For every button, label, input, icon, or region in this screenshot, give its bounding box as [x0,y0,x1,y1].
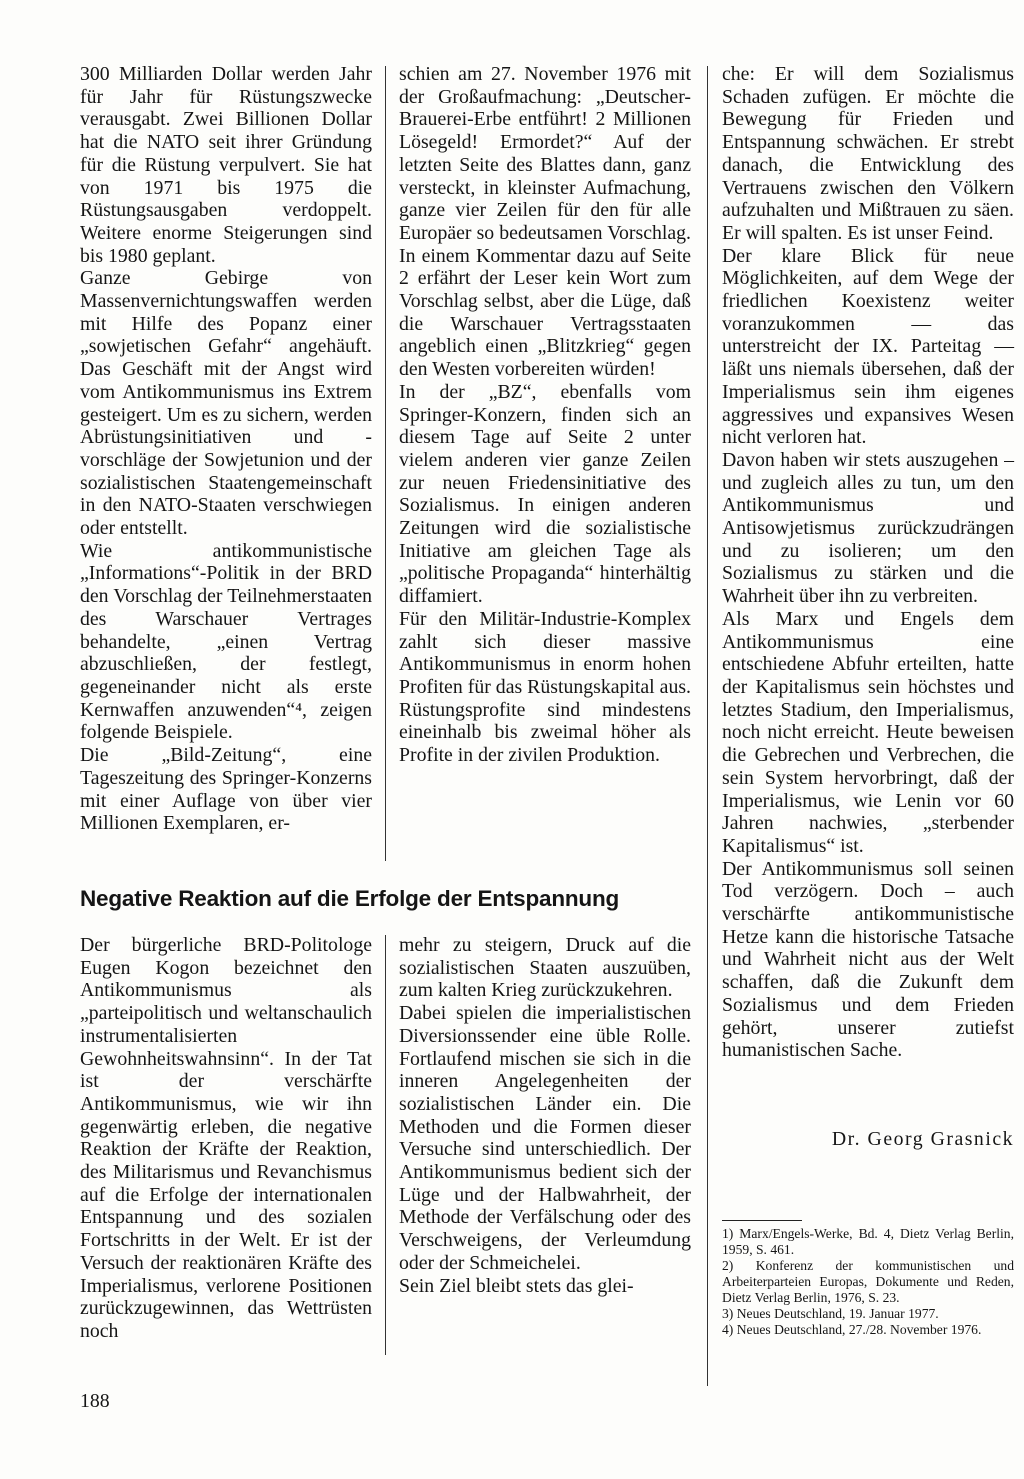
article-column-1-lower [80,934,372,1343]
footnote: 4) Neues Deutschland, 27./28. November 1976. [722,1322,982,1337]
column-divider [385,935,386,1355]
paragraph: mehr zu steigern, Druck auf die sozialistischen Staaten auszuüben, zum kalten Krieg zurückzukehren. [399,934,691,1002]
footnote: 2) Konferenz der kommunistischen und Arbeiterparteien Europas, Dokumente und Reden, Dietz Verlag Berlin, 1976, S. 23. [722,1258,1014,1305]
article-column-2-lower [399,934,691,1297]
paragraph: Sein Ziel bleibt stets das glei- [399,1274,634,1297]
paragraph: Der bürgerliche BRD-Politologe Eugen Kogon bezeichnet den Antikommunismus als „parteipolitisch und weltanschaulich instrumentalisierten Gewohnheitswahnsinn“. In der Tat ist der verschärfte Antikommunismus, wie wir ihn gegenwärtig erleben, die negative Reaktion der Kräfte der Reaktion, des Militarismus und Revanchismus auf die Erfolge der internationalen Entspannung und des sozialen Fortschritts in der Welt. Er ist der Versuch der reaktionären Kräfte des Imperialismus, verlorene Positionen zurückzugewinnen, das Wettrüsten noch [80,934,372,1342]
section-heading: Negative Reaktion auf die Erfolge der Entspannung [80,886,620,911]
paragraph: Der Antikommunismus soll seinen Tod verzögern. Doch – auch verschärfte antikommunistische Hetze kann die historische Tatsache und Wahrheit nicht aus der Welt schaffen, daß die Zukunft dem Sozialismus und dem Frieden gehört, unserer zutiefst humanistischen Sache. [722,857,1014,1062]
paragraph: Der klare Blick für neue Möglichkeiten, auf dem Wege der friedlichen Koexistenz weiter voranzukommen — das unterstreicht der IX. Parteitag — läßt uns niemals übersehen, daß der Imperialismus sein ihm eigenes aggressives und expansives Wesen nicht verloren hat. [722,244,1014,449]
paragraph: Dabei spielen die imperialistischen Diversionssender eine üble Rolle. Fortlaufend mischen sie sich in die inneren Angelegenheiten der sozialistischen Länder ein. Die Methoden und die Formen dieser Versuche sind unterschiedlich. Der Antikommunismus bedient sich der Lüge und der Halbwahrheit, der Methode der Verfälschung oder des Verschweigens, der Verleumdung oder der Schmeichelei. [399,1002,691,1274]
paragraph: che: Er will dem Sozialismus Schaden zufügen. Er möchte die Bewegung für Frieden und Entspannung schwächen. Er strebt danach, die Entwicklung des Vertrauens zwischen den Völkern aufzuhalten und Mißtrauen zu säen. Er will spalten. Es ist unser Feind. [722,63,1014,244]
author-signature: Dr. Georg Grasnick [831,1128,1014,1150]
paragraph: Für den Militär-Industrie-Komplex zahlt sich dieser massive Antikommunismus in enorm hohen Profiten für das Rüstungskapital aus. Rüstungsprofite sind mindestens eineinhalb bis zweimal höher als Profite in der zivilen Produktion. [399,607,691,767]
article-column-2 [399,63,691,767]
paragraph: Ganze Gebirge von Massenvernichtungswaffen werden mit Hilfe des Popanz einer „sowjetischen Gefahr“ angehäuft. Das Geschäft mit der Angst wird vom Antikommunismus ins Extrem gesteigert. Um es zu sichern, werden Abrüstungsinitiativen und -vorschläge der Sowjetunion und der sozialistischen Staatengemeinschaft in den NATO-Staaten verschwiegen oder entstellt. [80,267,372,540]
paragraph: Davon haben wir stets auszugehen – und zugleich alles zu tun, um den Antikommunismus und Antisowjetismus zurückzudrängen und zu isolieren; um den Sozialismus zu stärken und die Wahrheit über ihn zu verbreiten. [722,448,1014,608]
paragraph: In der „BZ“, ebenfalls vom Springer-Konzern, finden sich an diesem Tage auf Seite 2 unter vielem anderen vier ganze Zeilen zur neuen Friedensinitiative des Sozialismus. In einigen anderen Zeitungen wird die sozialistische Initiative am gleichen Tage als „politische Propaganda“ hinterhältig diffamiert. [399,380,691,608]
column-divider [707,66,708,1386]
article-column-1 [80,63,372,835]
footnote: 3) Neues Deutschland, 19. Januar 1977. [722,1306,939,1321]
page-number: 188 [80,1390,110,1412]
paragraph: Wie antikommunistische „Informations“-Politik in der BRD den Vorschlag der Teilnehmerstaaten des Warschauer Vertrages behandelte, „einen Vertrag abzuschließen, der festlegt, gegeneinander nicht als erste Kernwaffen anzuwenden“⁴, zeigen folgende Beispiele. [80,539,372,744]
paragraph: schien am 27. November 1976 mit der Großaufmachung: „Deutscher-Brauerei-Erbe entführt! 2 Millionen Lösegeld! Ermordet?“ Auf der letzten Seite des Blattes dann, ganz versteckt, in kleinster Aufmachung, ganze vier Zeilen für den für alle Europäer so bedeutsamen Vorschlag. In einem Kommentar dazu auf Seite 2 erfährt der Leser kein Wort zum Vorschlag selbst, aber die Lüge, daß die Warschauer Vertragsstaaten angeblich einen „Blitzkrieg“ gegen den Westen vorbereiten würden! [399,63,691,381]
article-column-3 [722,63,1014,1062]
column-divider [385,66,386,861]
paragraph: Als Marx und Engels dem Antikommunismus eine entschiedene Abfuhr erteilten, hatte der Kapitalismus sein höchstes und letztes Stadium, den Imperialismus, noch nicht erreicht. Heute beweisen die Gebrechen und Verbrechen, die sein System hervorbringt, daß der Imperialismus, wie Lenin vor 60 Jahren nachwies, „sterbender Kapitalismus“ ist. [722,607,1014,857]
footnote-divider [722,1220,802,1221]
footnote: 1) Marx/Engels-Werke, Bd. 4, Dietz Verlag Berlin, 1959, S. 461. [722,1226,1014,1257]
paragraph: 300 Milliarden Dollar werden Jahr für Jahr für Rüstungszwecke verausgabt. Zwei Billionen Dollar hat die NATO seit ihrer Gründung für die Rüstung verpulvert. Sie hat von 1971 bis 1975 die Rüstungsausgaben verdoppelt. Weitere enorme Steigerungen sind bis 1980 geplant. [80,63,372,267]
footnotes [722,1226,1014,1338]
paragraph: Die „Bild-Zeitung“, eine Tageszeitung des Springer-Konzerns mit einer Auflage von über vier Millionen Exemplaren, er- [80,744,372,835]
